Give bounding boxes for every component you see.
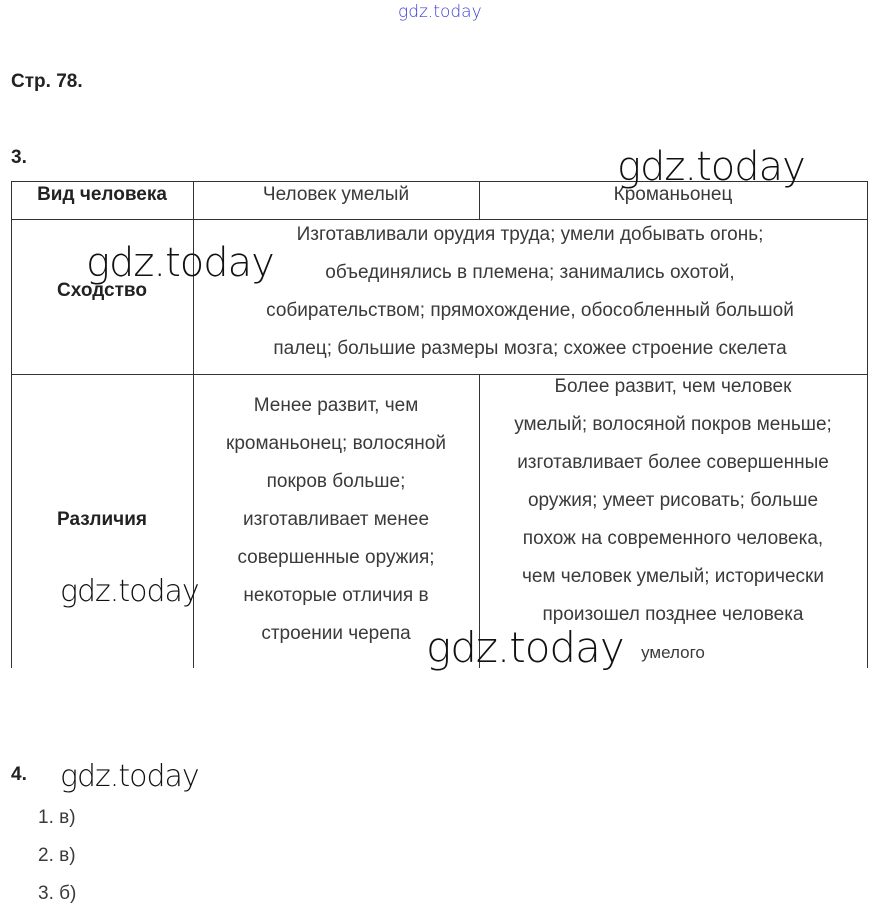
text-line: некоторые отличия в: [243, 585, 429, 606]
text-line: объединялись в племена; занимались охотой,: [325, 262, 735, 283]
watermark: gdz.today: [86, 240, 274, 286]
text-line: Изготавливали орудия труда; умели добывать огонь;: [296, 224, 764, 245]
text-line: совершенные оружия;: [237, 547, 435, 568]
text-line: строении черепа: [261, 623, 411, 644]
page-label: Стр. 78.: [11, 71, 83, 92]
text-line: кроманьонец; волосяной: [226, 433, 446, 454]
text-line: изготавливает менее: [242, 509, 430, 530]
watermark: gdz.today: [617, 144, 805, 190]
text-line: покров больше;: [266, 471, 406, 492]
header-species: Вид человека: [37, 184, 167, 205]
text-line: умелый; волосяной покров меньше;: [514, 414, 832, 435]
text-line: чем человек умелый; исторически: [522, 566, 824, 587]
text-line: изготавливает более совершенные: [517, 452, 829, 473]
similarity-text: [193, 216, 867, 368]
text-line: собирательством; прямохождение, обособленный большой: [266, 300, 794, 321]
text-line: произошел позднее человека: [542, 604, 804, 625]
answer-item: 2. в): [38, 845, 76, 866]
header-cromagnon: Кроманьонец: [613, 184, 733, 205]
similarity-label: Сходство: [57, 280, 147, 301]
watermark: gdz.today: [60, 574, 199, 609]
task3-number: 3.: [11, 147, 27, 168]
task4-answers: [38, 799, 76, 913]
answer-item: 1. в): [38, 807, 76, 828]
watermark: gdz.today: [426, 623, 624, 672]
habilis-differences: [193, 387, 479, 653]
text-line: похож на современного человека,: [522, 528, 824, 549]
text-line: оружия; умеет рисовать; больше: [527, 490, 819, 511]
header-habilis: Человек умелый: [262, 184, 410, 205]
answer-item: 3. б): [38, 883, 77, 904]
top-watermark: gdz.today: [398, 2, 482, 22]
watermark: gdz.today: [60, 759, 199, 794]
text-line: Более развит, чем человек: [554, 376, 792, 397]
text-line: палец; большие размеры мозга; схожее строение скелета: [273, 338, 787, 359]
text-line: Менее развит, чем: [253, 395, 419, 416]
text-line: умелого: [641, 643, 705, 662]
task4-number: 4.: [11, 764, 27, 785]
differences-label: Различия: [57, 509, 147, 530]
